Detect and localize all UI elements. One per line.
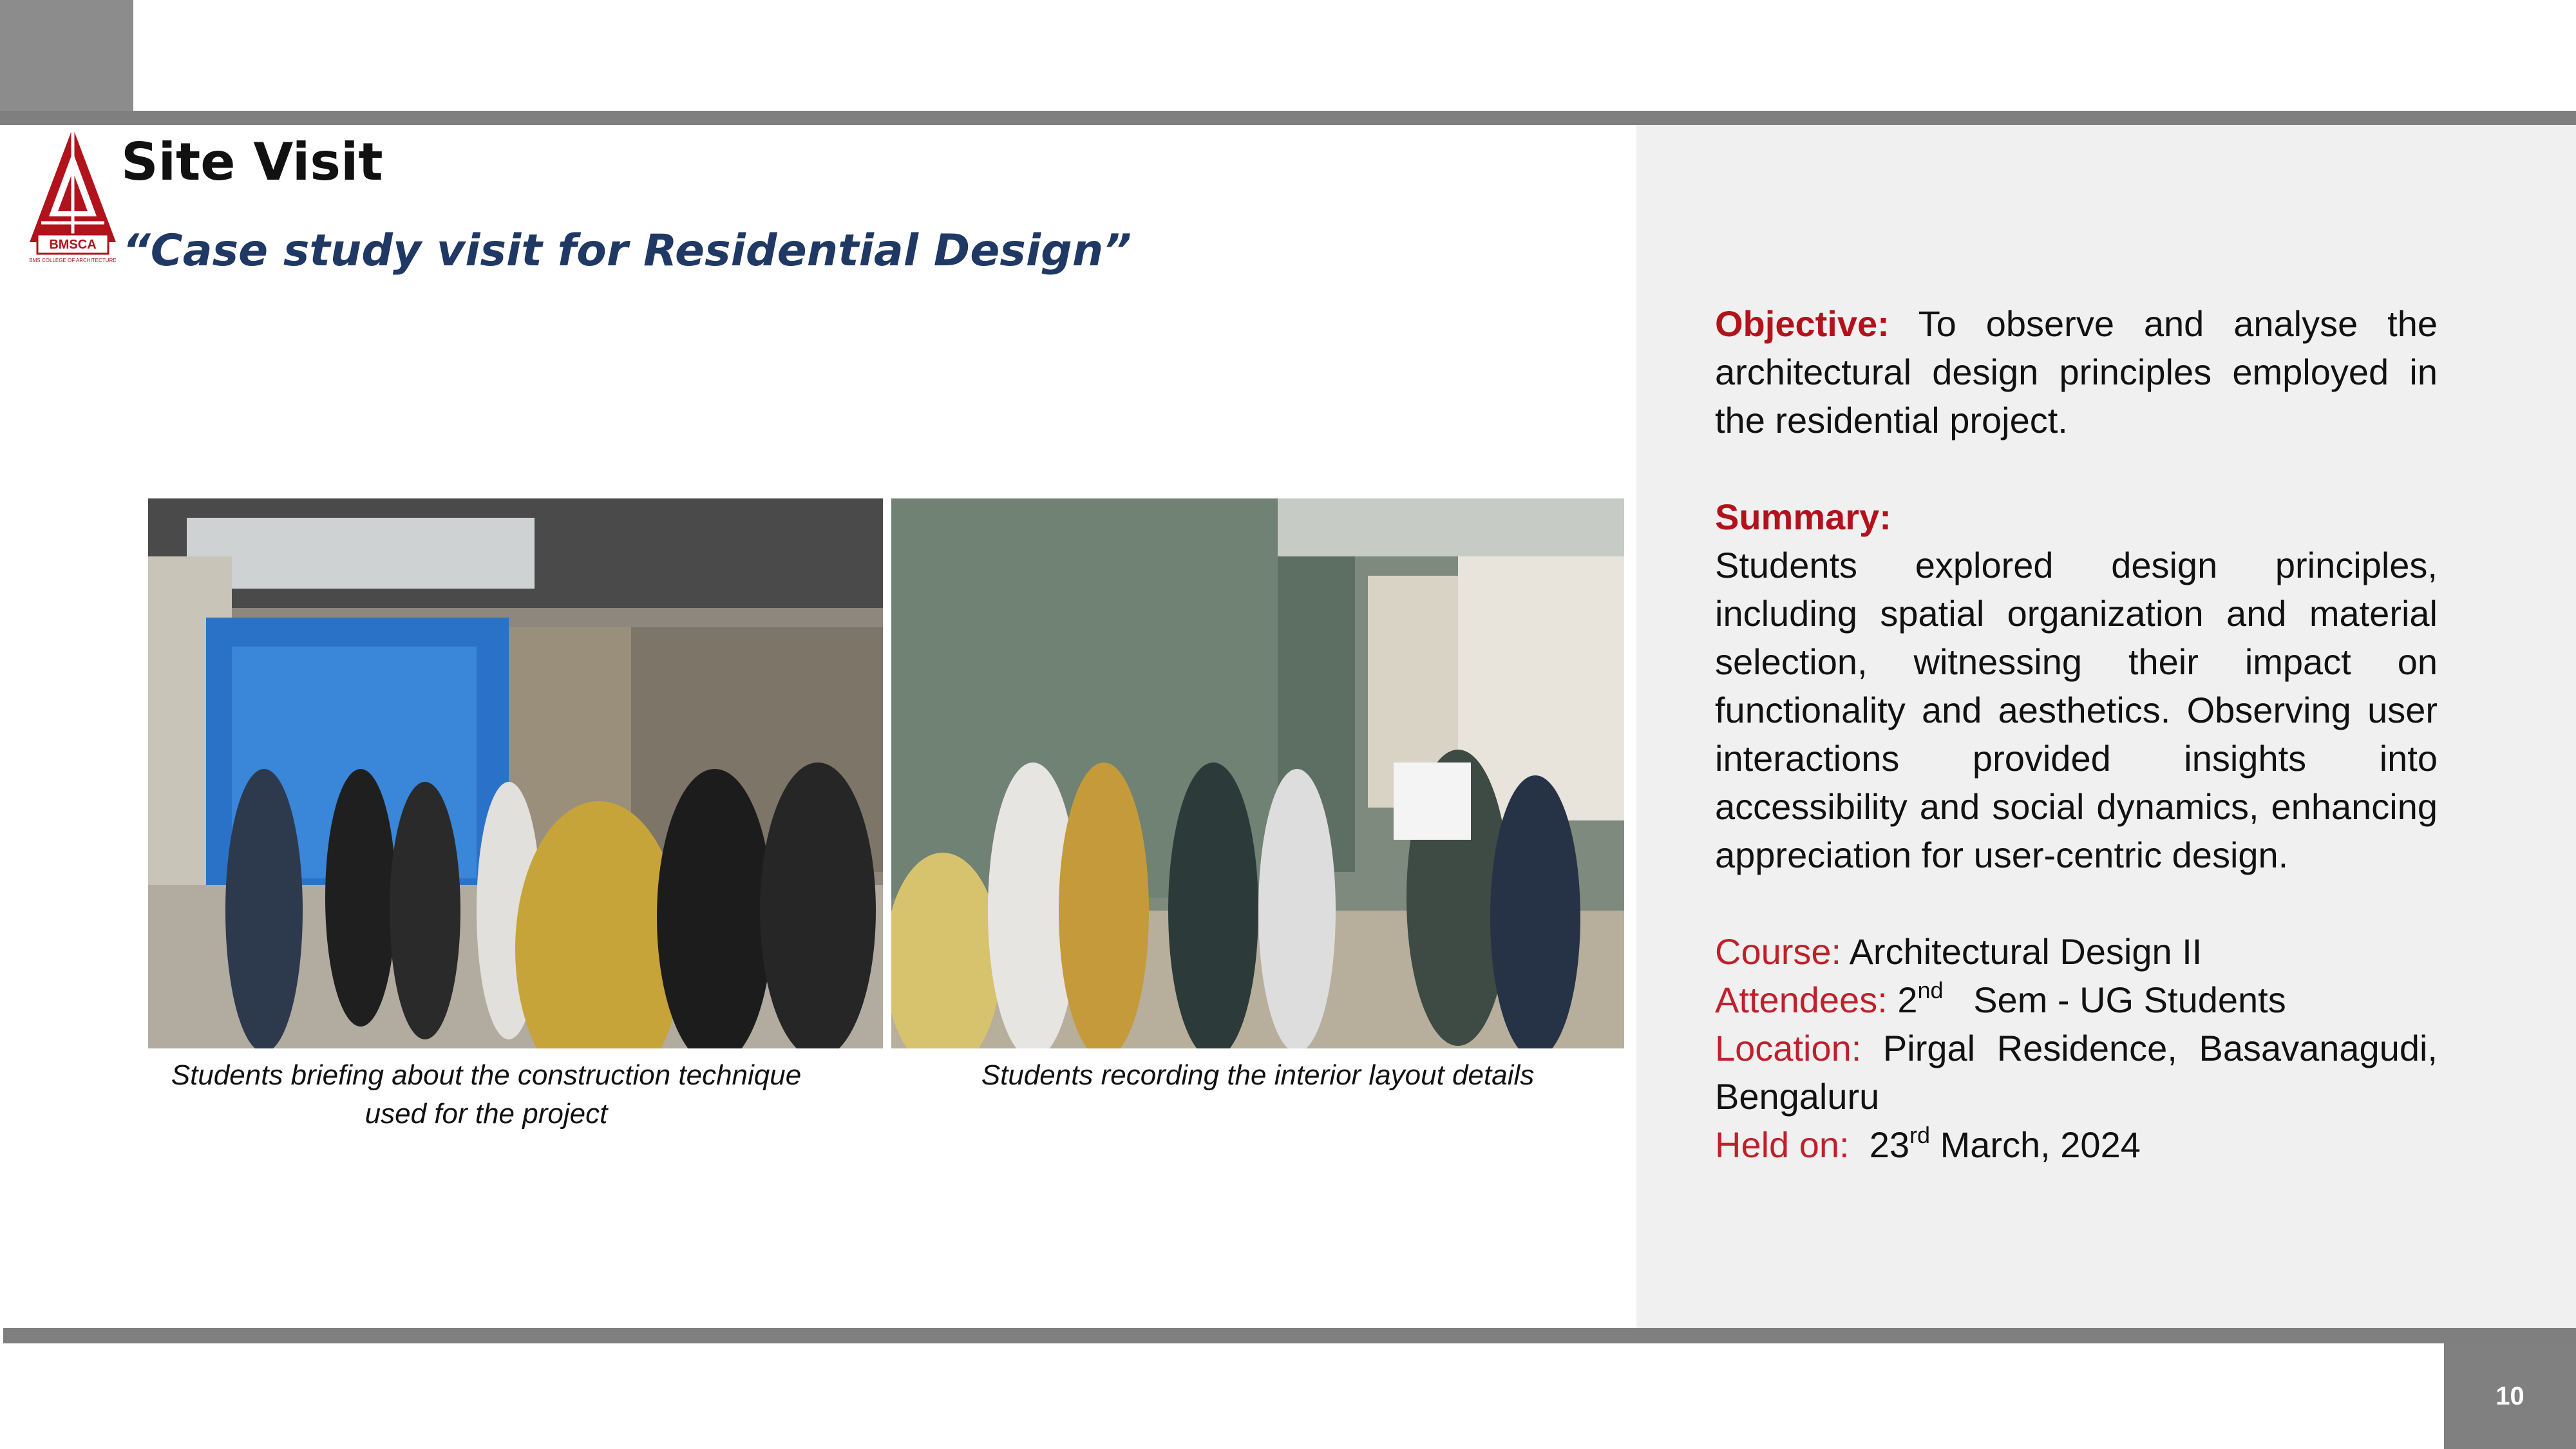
photo-caption: Students recording the interior layout details [981, 1059, 1535, 1091]
logo-text: BMSCA [49, 238, 97, 252]
info-text-block [1715, 299, 2438, 1169]
attendees-suffix: nd [1917, 977, 1944, 1003]
attendees-line [1715, 976, 2438, 1024]
objective-label: Objective: [1715, 303, 1889, 344]
attendees-text: Sem - UG Students [1973, 980, 2286, 1020]
logo-tagline: BMS COLLEGE OF ARCHITECTURE [29, 258, 117, 263]
held-on-date: March, 2024 [1940, 1124, 2141, 1165]
corner-block [0, 0, 133, 111]
page-title: Site Visit [121, 132, 383, 192]
objective-text: To observe and analyse the architectural design principles employed in the residential project. [1715, 303, 2438, 440]
held-on-label: Held on: [1715, 1124, 1850, 1165]
bmsca-logo [26, 126, 120, 264]
summary-label: Summary: [1715, 497, 1891, 537]
summary-label-line [1715, 493, 2438, 541]
attendees-label: Attendees: [1715, 980, 1888, 1020]
photo-caption: Students briefing about the construction technique used for the project [171, 1059, 802, 1130]
page-number-box [2444, 1343, 2576, 1449]
page-number: 10 [2496, 1381, 2524, 1410]
summary-text: Students explored design principles, including spatial organization and material selection, witnessing their impact on functionality and aesthetics. Observing user interactions provided insights into accessibility and social dynamics, enhancing appreciation for user-centric design. [1715, 545, 2438, 875]
page-subtitle: “Case study visit for Residential Design” [122, 225, 1132, 276]
top-divider-bar [0, 111, 2576, 125]
course-label: Course: [1715, 931, 1842, 972]
photo-interior-layout [891, 498, 1624, 1048]
held-on-line [1715, 1121, 2438, 1169]
attendees-number: 2 [1897, 980, 1918, 1020]
objective-paragraph [1715, 299, 2438, 444]
location-line [1715, 1024, 2438, 1121]
course-value: Architectural Design II [1849, 931, 2202, 972]
course-line [1715, 927, 2438, 976]
held-on-day: 23 [1869, 1124, 1909, 1165]
photo-briefing [148, 498, 883, 1048]
location-label: Location: [1715, 1028, 1862, 1068]
bottom-divider-bar [3, 1328, 2576, 1343]
held-on-suffix: rd [1909, 1122, 1931, 1148]
location-value: Pirgal Residence, Basavanagudi, Bengaluru [1715, 1028, 2438, 1117]
